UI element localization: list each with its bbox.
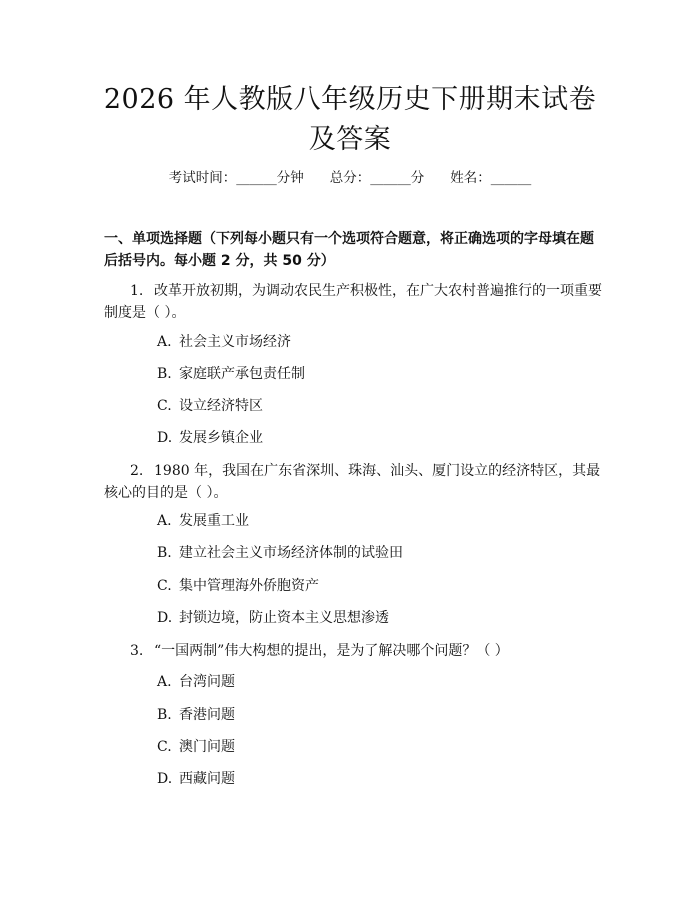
question-text: 改革开放初期，为调动农民生产积极性，在广大农村普遍推行的一项重要制度是（ ）。	[104, 283, 602, 321]
option-letter: C.	[157, 739, 172, 755]
option-letter: D.	[157, 771, 173, 787]
question-1	[104, 280, 604, 324]
option-3d	[157, 769, 597, 789]
option-letter: B.	[157, 366, 172, 382]
option-1d	[157, 428, 597, 448]
exam-meta	[0, 168, 700, 188]
name-field: 姓名：______	[450, 170, 532, 186]
question-text: “一国两制”伟大构想的提出，是为了解决哪个问题？（ ）	[154, 643, 509, 659]
option-text: 台湾问题	[179, 674, 235, 690]
option-2a	[157, 511, 597, 531]
option-text: 集中管理海外侨胞资产	[179, 578, 319, 594]
option-text: 西藏问题	[179, 771, 235, 787]
section-heading: 一、单项选择题（下列每小题只有一个选项符合题意，将正确选项的字母填在题后括号内。每小题 2 分，共 50 分）	[104, 231, 594, 269]
option-text: 家庭联产承包责任制	[179, 366, 305, 382]
option-letter: B.	[157, 707, 172, 723]
page-title: 2026 年人教版八年级历史下册期末试卷及答案	[103, 84, 597, 155]
option-2d	[157, 608, 597, 628]
option-3a	[157, 672, 597, 692]
option-letter: A.	[157, 513, 172, 529]
option-text: 设立经济特区	[179, 398, 263, 414]
option-text: 建立社会主义市场经济体制的试验田	[179, 545, 403, 561]
option-letter: A.	[157, 334, 172, 350]
option-1a	[157, 332, 597, 352]
question-number: 1.	[130, 283, 144, 299]
option-1c	[157, 396, 597, 416]
option-2c	[157, 576, 597, 596]
option-3c	[157, 737, 597, 757]
option-letter: C.	[157, 578, 172, 594]
option-letter: D.	[157, 610, 173, 626]
question-number: 2.	[130, 463, 144, 479]
option-text: 香港问题	[179, 707, 235, 723]
option-letter: C.	[157, 398, 172, 414]
question-number: 3.	[130, 643, 144, 659]
score-field: 总分：______分	[329, 170, 425, 186]
option-text: 澳门问题	[179, 739, 235, 755]
option-letter: A.	[157, 674, 172, 690]
option-text: 发展乡镇企业	[179, 430, 263, 446]
option-text: 发展重工业	[179, 513, 249, 529]
time-field: 考试时间：______分钟	[168, 170, 304, 186]
option-text: 封锁边境，防止资本主义思想渗透	[179, 610, 389, 626]
option-3b	[157, 705, 597, 725]
option-text: 社会主义市场经济	[179, 334, 291, 350]
question-2	[104, 460, 604, 504]
option-letter: B.	[157, 545, 172, 561]
option-2b	[157, 543, 597, 563]
option-letter: D.	[157, 430, 173, 446]
question-3	[104, 640, 604, 662]
question-text: 1980 年，我国在广东省深圳、珠海、汕头、厦门设立的经济特区，其最核心的目的是（ ）。	[104, 463, 601, 501]
option-1b	[157, 364, 597, 384]
